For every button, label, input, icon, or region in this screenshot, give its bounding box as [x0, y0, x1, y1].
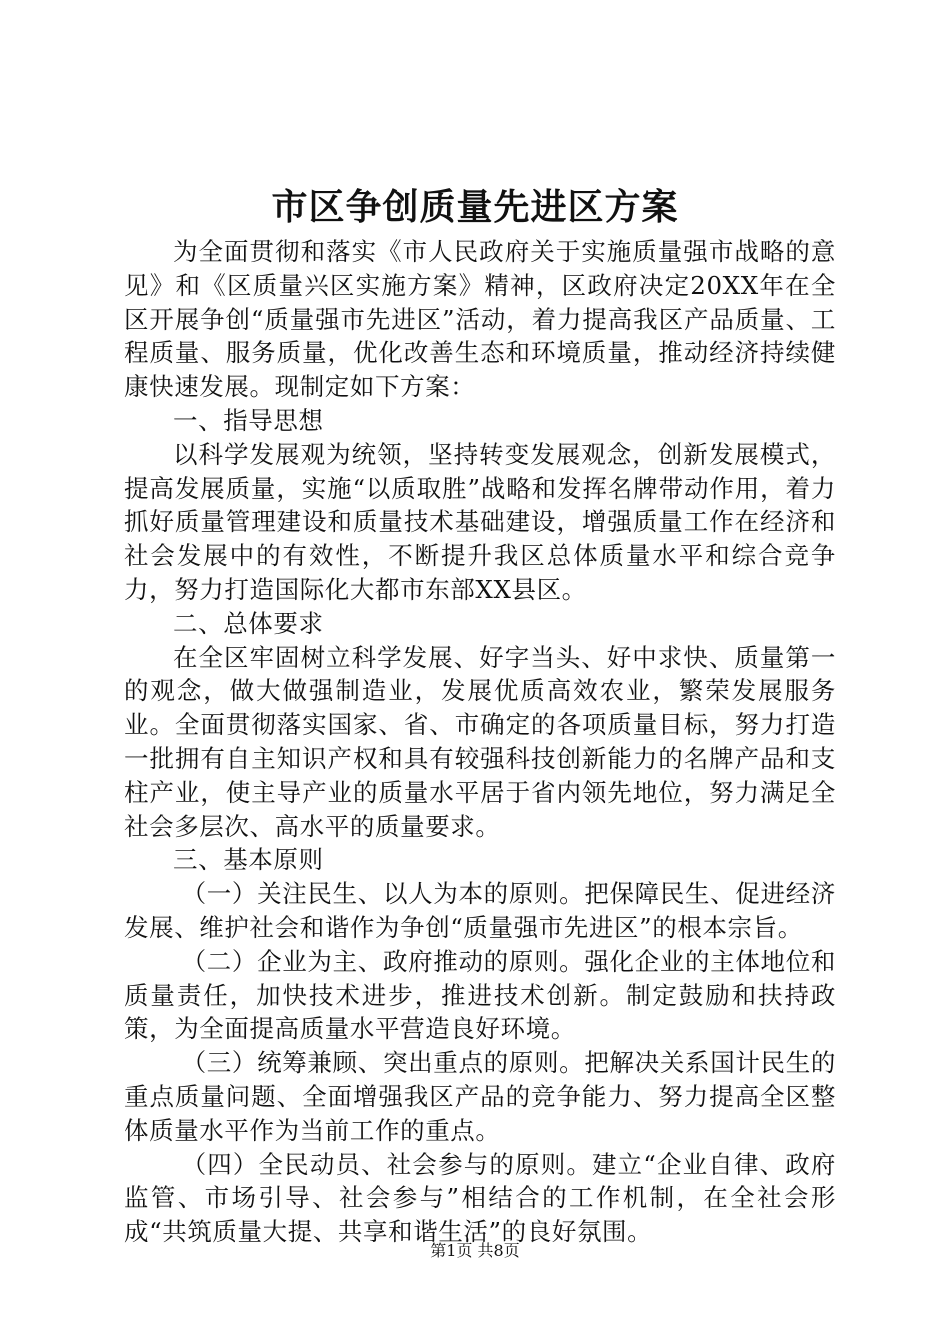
section-heading-guiding-ideology: 一、指导思想	[173, 405, 324, 435]
section-text-general-requirements: 在全区牢固树立科学发展、好字当头、好中求快、质量第一的观念，做大做强制造业，发展优质高效农业，繁荣发展服务业。全面贯彻落实国家、省、市确定的各项质量目标，努力打造一批拥有自主知识产权和具有较强科技创新能力的名牌产品和支柱产业，使主导产业的质量水平居于省内领先地位，努力满足全社会多层次、高水平的质量要求。	[124, 642, 836, 841]
principle-item: （四）全民动员、社会参与的原则。建立“企业自律、政府监管、市场引导、社会参与”相结合的工作机制，在全社会形成“共筑质量大提、共享和谐生活”的良好氛围。	[124, 1149, 836, 1247]
document-title: 市区争创质量先进区方案	[271, 186, 679, 228]
section-heading-general-requirements: 二、总体要求	[173, 608, 324, 638]
intro-paragraph: 为全面贯彻和落实《市人民政府关于实施质量强市战略的意见》和《区质量兴区实施方案》精神，区政府决定20XX年在全区开展争创“质量强市先进区”活动，着力提高我区产品质量、工程质量、服务质量，优化改善生态和环境质量，推动经济持续健康快速发展。现制定如下方案：	[124, 237, 836, 402]
section-text-guiding-ideology: 以科学发展观为统领，坚持转变发展观念，创新发展模式，提高发展质量，实施“以质取胜”战略和发挥名牌带动作用，着力抓好质量管理建设和质量技术基础建设，增强质量工作在经济和社会发展中的有效性，不断提升我区总体质量水平和综合竞争力，努力打造国际化大都市东部XX县区。	[124, 439, 836, 604]
section-heading-basic-principles: 三、基本原则	[173, 845, 324, 875]
document-body	[124, 235, 836, 1249]
principle-item: （一）关注民生、以人为本的原则。把保障民生、促进经济发展、维护社会和谐作为争创“质量强市先进区”的根本宗旨。	[124, 879, 836, 942]
principle-item: （二）企业为主、政府推动的原则。强化企业的主体地位和质量责任，加快技术进步，推进技术创新。制定鼓励和扶持政策，为全面提高质量水平营造良好环境。	[124, 946, 836, 1044]
page-footer: 第1页 共8页	[430, 1241, 520, 1260]
principle-item: （三）统筹兼顾、突出重点的原则。把解决关系国计民生的重点质量问题、全面增强我区产品的竞争能力、努力提高全区整体质量水平作为当前工作的重点。	[124, 1048, 836, 1145]
